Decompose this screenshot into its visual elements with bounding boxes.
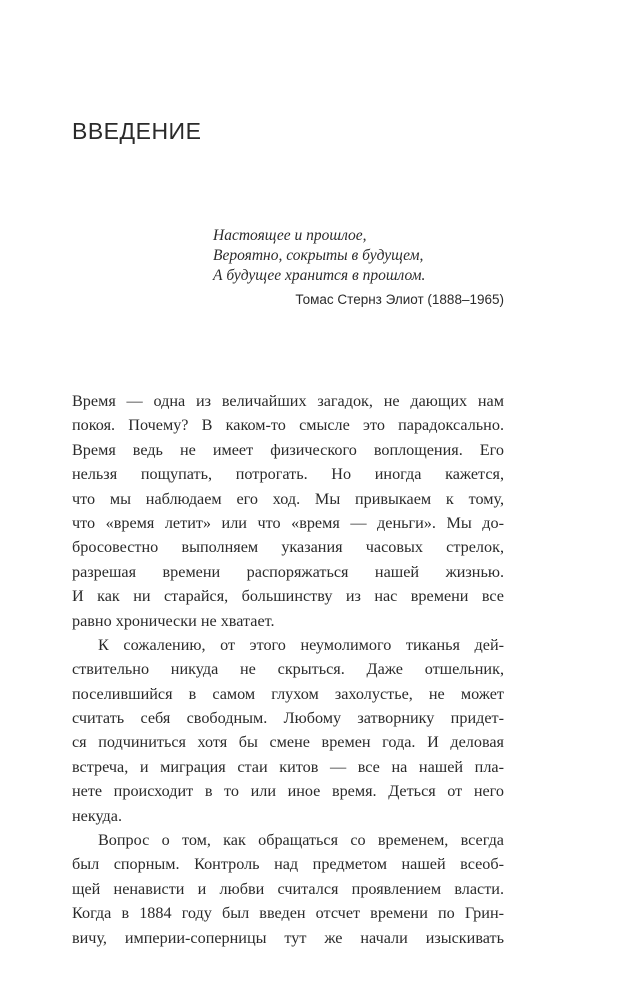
text-line: Время ведь не имеет физического воплощения. Его	[72, 440, 504, 459]
text-line: считать себя свободным. Любому затворнику придет-	[72, 709, 504, 728]
text-line: Время — одна из величайших загадок, не дающих нам	[72, 392, 504, 410]
text-line: покоя. Почему? В каком-то смысле это парадоксально.	[72, 416, 504, 435]
text-line: нете происходит в то или иное время. Деться от него	[72, 782, 504, 801]
text-line: К сожалению, от этого неумолимого тиканья дей-	[98, 635, 504, 654]
text-line: щей ненависти и любви считался проявлением власти.	[72, 879, 504, 898]
text-line: бросовестно выполняем указания часовых стрелок,	[72, 538, 504, 557]
text-line: нельзя пощупать, потрогать. Но иногда кажется,	[72, 465, 504, 484]
text-line: Вопрос о том, как обращаться со временем, всегда	[98, 831, 504, 850]
text-line: ствительно никуда не скрыться. Даже отшельник,	[72, 660, 504, 679]
text-line: равно хронически не хватает.	[72, 611, 275, 630]
text-line: Когда в 1884 году был введен отсчет времени по Грин-	[72, 904, 504, 923]
text-line: некуда.	[72, 806, 123, 825]
text-line: встреча, и миграция стаи китов — все на нашей пла-	[72, 757, 504, 776]
chapter-title: ВВЕДЕНИЕ	[72, 118, 202, 144]
paragraph-2	[72, 633, 504, 828]
epigraph-author: Томас Стернз Элиот (1888–1965)	[295, 292, 504, 307]
epigraph-line: А будущее хранится в прошлом.	[213, 267, 426, 284]
epigraph-line: Вероятно, сокрыты в будущем,	[213, 247, 424, 264]
text-line: ся подчиниться хотя бы смене времен года. И деловая	[72, 733, 504, 752]
epigraph-line: Настоящее и прошлое,	[213, 227, 367, 244]
text-line: был спорным. Контроль над предметом нашей всеоб-	[72, 855, 504, 874]
text-line: И как ни старайся, большинству из нас времени все	[72, 587, 504, 606]
text-line: что мы наблюдаем его ход. Мы привыкаем к тому,	[72, 489, 504, 508]
text-line: поселившийся в самом глухом захолустье, не может	[72, 684, 504, 703]
text-line: разрешая времени распоряжаться нашей жизнью.	[72, 562, 504, 581]
text-line: вичу, империи-соперницы тут же начали изыскивать	[72, 928, 504, 947]
body-text	[72, 389, 504, 950]
paragraph-3	[72, 828, 504, 950]
epigraph	[213, 226, 504, 310]
text-line: что «время летит» или что «время — деньги». Мы до-	[72, 513, 504, 532]
paragraph-1	[72, 389, 504, 633]
